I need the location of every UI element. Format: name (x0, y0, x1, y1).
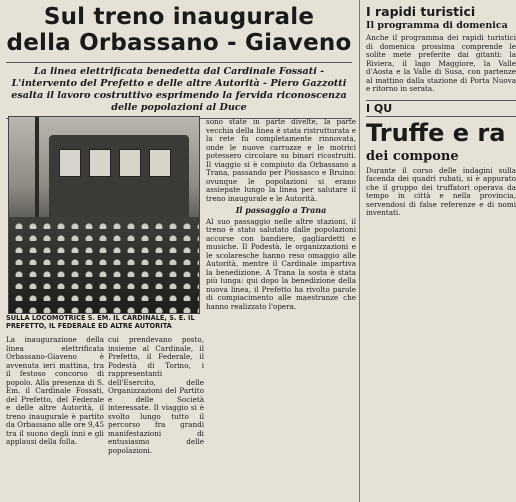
side-paragraph: Durante il corso delle indagini sulla facenda dei quadri rubati, si è appurato che il gruppo dei truffatori operava da tempo in città e nella provincia, servendosi di false referenze e di nomi inventati. (366, 165, 516, 217)
tram-window (149, 149, 171, 177)
tram-window (119, 149, 141, 177)
photo-tram (49, 135, 189, 223)
photo-pole (35, 117, 39, 217)
side-heading: I rapidi turistici (366, 4, 476, 19)
headline-line-2: della Orbassano - Giaveno (6, 30, 352, 56)
tram-window (59, 149, 81, 177)
side-column (362, 0, 516, 502)
side-big-title: Truffe e ra (366, 118, 506, 147)
column-divider (359, 0, 360, 502)
article-column-right (206, 118, 356, 314)
headline (0, 0, 358, 56)
photo-caption: SULLA LOCOMOTRICE S. EM. IL CARDINALE, S. E. IL PREFETTO, IL FEDERALE ED ALTRE AUTORITÀ (6, 314, 195, 330)
article-column-middle (108, 336, 204, 458)
side-column-content (366, 0, 516, 221)
article-paragraph: La inaugurazione della linea elettrificata Orbassano-Giaveno è avvenuta ieri mattina, tra il festoso concorso di popolo. Alla presenza di S. Em. il Cardinale Fossati, del Prefetto, del Federale e delle altre Autorità, il treno inaugurale è partito da Orbassano alle ore 9,45 tra il suono degli inni e gli applausi della folla. (6, 335, 105, 446)
article-paragraph: sono state in parte divelte, la parte vecchia della linea è stata ristrutturata e la rete fu completamente rinnovata, onde le nuove carrozze e le motrici potessero circolare su binari ricostruiti. Il viaggio si è compiuto da Orbassano a Trana, passando per Piossasco e Bruino: ovunque le popolazioni si erano assiepate lungo la linea per salutare il treno inaugurale e le Autorità. (206, 117, 356, 203)
article-paragraph: cui prendevano posto, insieme al Cardinale, il Prefetto, il Federale, il Podestà di Torino, i rappresentanti dell'Esercito, delle Organizzazioni del Partito e delle Società interessate. Il viaggio si è svolto lungo tutto il percorso fra grandi manifestazioni di entusiasmo delle popolazioni. (108, 335, 204, 455)
article-summary: La linea elettrificata benedetta dal Cardinale Fossati - L'intervento del Prefetto e delle altre Autorità - Piero Gazzotti esalta il lavoro costruttivo esprimendo la fervida riconoscenza delle popolazioni al Duce (6, 62, 352, 119)
headline-line-1: Sul treno inaugurale (43, 4, 315, 30)
photo-crowd (9, 217, 199, 313)
article-column-left (6, 336, 104, 450)
article-subheading: Il passaggio a Trana (235, 205, 327, 215)
side-paragraph: Anche il programma dei rapidi turistici di domenica prossima comprende le solite mete preferite dai gitanti: la Riviera, il lago Maggiore, la Valle d'Aosta e la Valle di Susa, con partenze al mattino dalla stazione di Porta Nuova e ritorno in serata. (366, 33, 516, 93)
inaugural-train-photo (8, 116, 200, 314)
tram-window (89, 149, 111, 177)
side-medium-title: dei compone (366, 148, 459, 164)
side-section-tag: I QU (366, 100, 516, 117)
article-paragraph: Al suo passaggio nelle altre stazioni, il treno è stato salutato dalle popolazioni accorse con bandiere, gagliardetti e musiche. Il Podestà, le organizzazioni e le scolaresche hanno reso omaggio alle Autorità, mentre il Cardinale impartiva la benedizione. A Trana la sosta è stata più lunga: qui dopo la benedizione della nuova linea, il Prefetto ha rivolto parole di compiacimento alle maestranze che hanno realizzato l'opera. (206, 216, 356, 311)
side-subheading: Il programma di domenica (366, 20, 508, 31)
